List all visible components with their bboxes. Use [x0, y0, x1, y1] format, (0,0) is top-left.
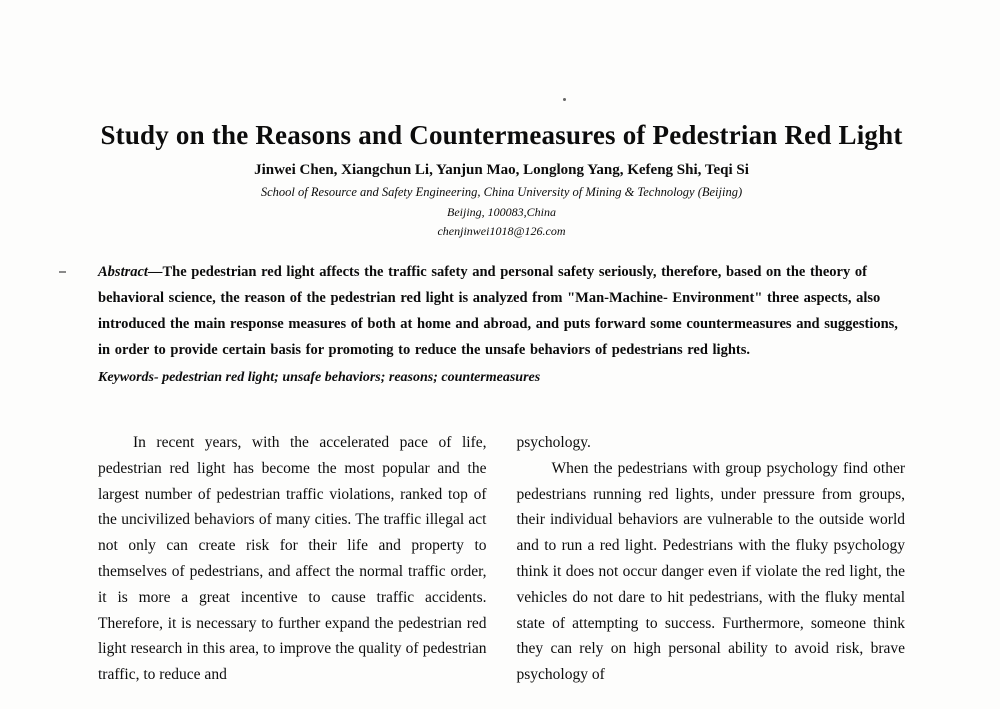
abstract-paragraph — [98, 259, 905, 363]
keywords-text: pedestrian red light; unsafe behaviors; reasons; countermeasures — [158, 370, 541, 386]
paper-address: Beijing, 100083,China — [447, 205, 556, 220]
keywords-label: Keywords- — [98, 370, 159, 386]
abstract-label: Abstract— — [98, 264, 163, 281]
paper-title: Study on the Reasons and Countermeasures of Pedestrian Red Light — [100, 120, 903, 150]
left-column — [98, 430, 487, 688]
body-paragraph-fragment: psychology. — [516, 434, 591, 452]
body-paragraph: In recent years, with the accelerated pace of life, pedestrian red light has become the most popular and the largest number of pedestrian traffic violations, ranked top of the uncivilized behaviors of many cities. The traffic illegal act not only can create risk for their life and property to themselves of pedestrians, and affect the normal traffic order, it is more a great incentive to cause traffic accidents. Therefore, it is necessary to further expand the pedestrian red light research in this area, to improve the quality of pedestrian traffic, to reduce and — [98, 434, 487, 684]
body-columns — [98, 430, 905, 688]
scan-artifact-dash — [59, 271, 66, 273]
scan-artifact-dot — [563, 98, 566, 101]
abstract-text: The pedestrian red light affects the traffic safety and personal safety seriously, therefore, based on the theory of behavioral science, the reason of the pedestrian red light is analyzed from "Man-Machine- Environment" three aspects, also introduced the main response measures of both at home and abroad, and puts forward some countermeasures and suggestions, in order to provide certain basis for promoting to reduce the unsafe behaviors of pedestrians red lights. — [98, 264, 898, 359]
paper-affiliation: School of Resource and Safety Engineering, China University of Mining & Technology (Beijing) — [260, 185, 743, 200]
right-column — [517, 430, 906, 688]
keywords-line — [98, 370, 905, 386]
paper-email: chenjinwei1018@126.com — [437, 224, 566, 239]
body-paragraph: When the pedestrians with group psychology find other pedestrians running red lights, under pressure from groups, their individual behaviors are vulnerable to the outside world and to run a red light. Pedestrians with the fluky psychology think it does not occur danger even if violate the red light, the vehicles do not dare to hit pedestrians, with the fluky mental state of attempting to success. Furthermore, someone think they can rely on high personal ability to avoid risk, brave psychology of — [516, 459, 905, 684]
paper-authors: Jinwei Chen, Xiangchun Li, Yanjun Mao, Longlong Yang, Kefeng Shi, Teqi Si — [254, 162, 749, 179]
